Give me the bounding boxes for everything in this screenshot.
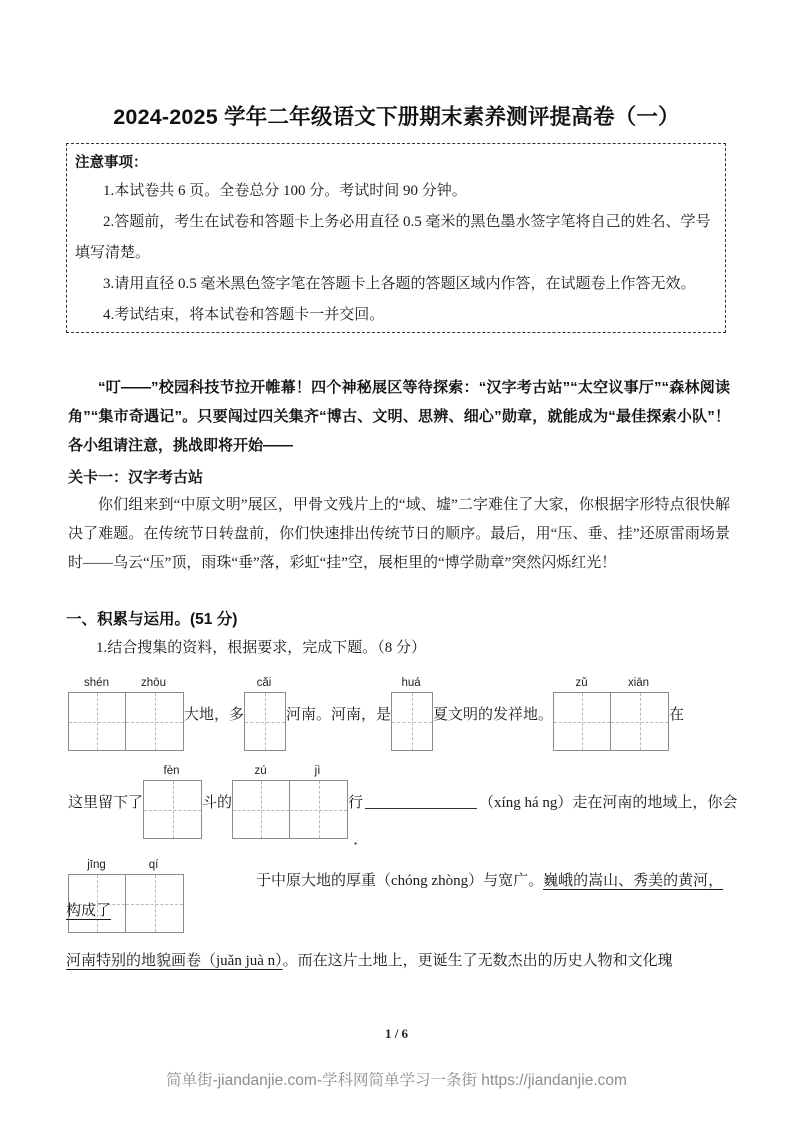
pinyin-label: zú	[254, 765, 267, 777]
section-heading: 一、积累与运用。(51 分)	[66, 611, 238, 628]
pinyin-label: qí	[148, 859, 159, 871]
tianzige-cells[interactable]	[68, 692, 184, 751]
row1-text-d: 在	[669, 707, 685, 723]
pinyin-label: xiān	[627, 677, 650, 689]
answer-cell[interactable]	[69, 693, 126, 750]
row3-text-line	[66, 866, 734, 926]
tianzige-cells[interactable]	[143, 780, 202, 839]
notice-item: 2.答题前，考生在试卷和答题卡上务必用直径 0.5 毫米的黑色墨水签字笔将自己的姓名、学号填写清楚。	[75, 214, 711, 261]
pinyin-labels	[68, 676, 184, 692]
row3-text-a: 于中原大地的厚重（chóng zhòng）与宽广。	[256, 873, 544, 889]
pinyin-labels	[391, 676, 433, 692]
notice-heading: 注意事项：	[75, 155, 148, 171]
answer-cell[interactable]	[126, 693, 183, 750]
pinyin-label: zǔ	[575, 677, 588, 689]
pinyin-row-1	[68, 676, 733, 751]
row2-text-d: （xíng há ng）走在河南的地域上，你会	[479, 795, 738, 811]
answer-cell[interactable]	[245, 693, 285, 750]
answer-cell[interactable]	[392, 693, 432, 750]
row1-text-b: 河南。河南，是	[286, 707, 392, 723]
answer-cell[interactable]	[554, 693, 611, 750]
tail-rest: 。而在这片土地上，更诞生了无数杰出的历史人物和文化瑰	[282, 953, 673, 969]
row2-text-b: 斗的	[202, 795, 233, 811]
notice-item: 1.本试卷共 6 页。全卷总分 100 分。考试时间 90 分钟。	[103, 183, 467, 199]
pinyin-label: jīng	[87, 859, 106, 871]
grid-group-fen	[143, 764, 202, 839]
row1-text-c: 夏文明的发祥地。	[433, 707, 554, 723]
watermark: 简单街-jiandanjie.com-学科网简单学习一条街 https://jiandanjie.com	[166, 1072, 627, 1089]
tail-underlined-c: （juǎn juà n）	[201, 953, 283, 969]
tail-underlined-b: 河南特别的地貌画卷	[66, 953, 202, 969]
tail-text-line	[66, 946, 734, 976]
page-title: 2024-2025 学年二年级语文下册期末素养测评提高卷（一）	[113, 105, 680, 129]
tianzige-cells[interactable]	[244, 692, 286, 751]
level-story: 你们组来到“中原文明”展区，甲骨文残片上的“域、墟”二字难住了大家，你根据字形特点很快解决了难题。在传统节日转盘前，你们快速排出传统节日的顺序。最后，用“压、垂、挂”还原雷雨场景时——乌云“压”顶，雨珠“垂”落，彩虹“挂”空，展柜里的“博学勋章”突然闪烁红光！	[68, 497, 730, 571]
row2-blank-line[interactable]	[363, 783, 479, 839]
row2-text-c: 行 ·	[348, 783, 363, 839]
answer-cell[interactable]	[611, 693, 668, 750]
fill-in-blank[interactable]	[365, 791, 477, 809]
answer-cell[interactable]	[144, 781, 201, 838]
pinyin-row-2	[68, 764, 738, 839]
intro-paragraph: “叮——”校园科技节拉开帷幕！四个神秘展区等待探索：“汉字考古站”“太空议事厅”“森林阅读角”“集市奇遇记”。只要闯过四关集齐“博古、文明、思辨、细心”勋章，就能成为“最佳探索小队”！各小组请注意，挑战即将开始——	[68, 379, 730, 454]
pinyin-labels	[143, 764, 202, 780]
pinyin-labels	[553, 676, 669, 692]
page-number: 1 / 6	[384, 1026, 409, 1041]
tianzige-cells[interactable]	[232, 780, 348, 839]
row2-text-a: 这里留下了	[68, 795, 144, 811]
grid-group-zu-ji	[232, 764, 348, 839]
pinyin-label: shén	[84, 677, 109, 689]
row1-text-a: 大地，多	[184, 707, 245, 723]
grid-group-hua	[391, 676, 433, 751]
grid-group-shen-zhou	[68, 676, 184, 751]
notice-box	[66, 143, 726, 333]
level-heading: 关卡一：汉字考古站	[68, 469, 204, 486]
pinyin-label: zhōu	[141, 677, 166, 689]
pinyin-label: fèn	[163, 765, 180, 777]
answer-cell[interactable]	[290, 781, 347, 838]
pinyin-label: huá	[401, 677, 421, 689]
row3-underlined-a: 巍峨的嵩山、秀美的黄河，构成了	[66, 873, 724, 919]
tianzige-cells[interactable]	[391, 692, 433, 751]
answer-cell[interactable]	[233, 781, 290, 838]
pinyin-label: jì	[314, 765, 321, 777]
grid-group-cai	[244, 676, 286, 751]
pinyin-labels	[244, 676, 286, 692]
notice-item: 4.考试结束，将本试卷和答题卡一并交回。	[103, 307, 385, 323]
grid-group-zu-xian	[553, 676, 669, 751]
pinyin-labels	[232, 764, 348, 780]
tianzige-cells[interactable]	[553, 692, 669, 751]
notice-item: 3.请用直径 0.5 毫米黑色签字笔在答题卡上各题的答题区域内作答，在试题卷上作答无效。	[103, 276, 696, 292]
question-1-prompt: 1.结合搜集的资料，根据要求，完成下题。（8 分）	[96, 640, 427, 656]
pinyin-label: cǎi	[256, 677, 272, 689]
